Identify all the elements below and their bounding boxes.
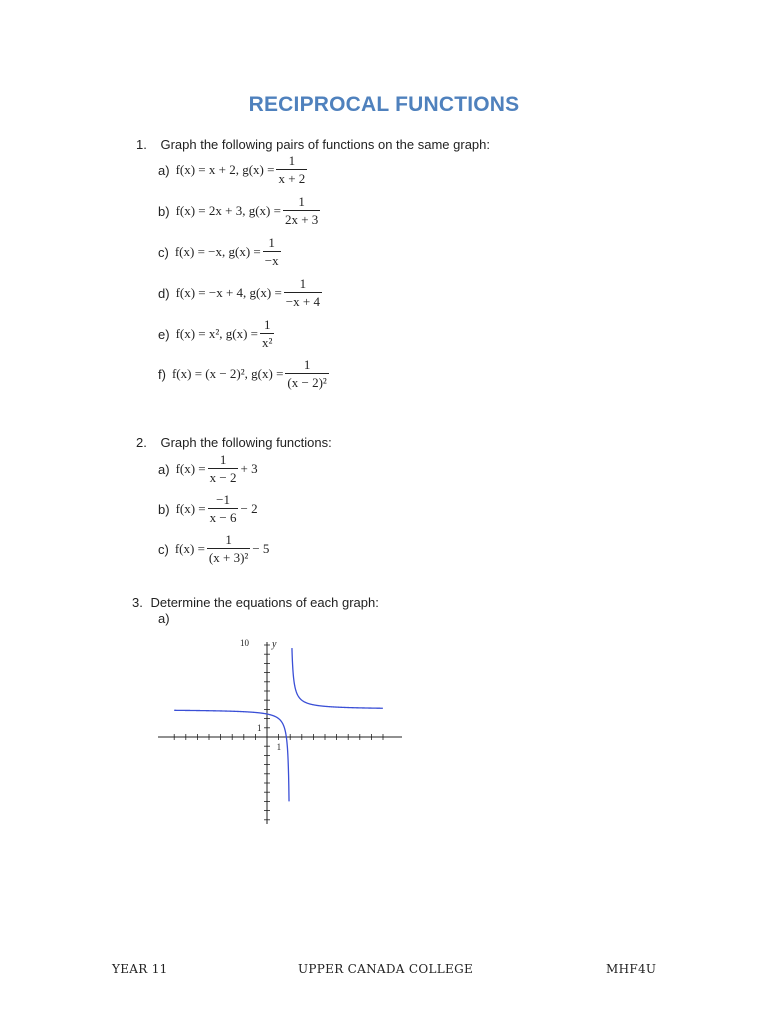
function-expression: f(x) = x + 2, g(x) = [175, 162, 275, 177]
numerator: 1 [299, 276, 307, 291]
denominator: x + 2 [278, 171, 306, 186]
denominator: −x + 4 [285, 294, 320, 309]
fraction [208, 453, 239, 485]
footer-left: YEAR 11 [112, 962, 168, 976]
function-expression: f(x) = −x, g(x) = [174, 244, 261, 259]
question-number: 2. [136, 435, 147, 450]
fraction [284, 277, 322, 309]
numerator: −1 [216, 492, 230, 507]
question-3 [132, 595, 379, 610]
question-2 [136, 435, 332, 450]
q1-item-b [158, 195, 322, 227]
item-label: c) [158, 541, 169, 557]
question-prompt: Graph the following pairs of functions on the same graph: [160, 137, 490, 152]
item-label: b) [158, 501, 170, 517]
y-max-tick-label: 10 [240, 638, 249, 648]
numerator: 1 [225, 532, 232, 547]
item-label: d) [158, 285, 170, 301]
function-expression: f(x) = x², g(x) = [175, 326, 259, 341]
function-expression: f(x) = [175, 461, 206, 476]
reciprocal-graph [150, 636, 410, 828]
denominator: 2x + 3 [284, 212, 319, 227]
item-label: f) [158, 366, 166, 382]
q1-item-d [158, 277, 324, 309]
question-prompt: Graph the following functions: [160, 435, 332, 450]
function-expression: f(x) = 2x + 3, g(x) = [175, 203, 281, 218]
numerator: 1 [219, 452, 227, 467]
question-1 [136, 137, 490, 152]
denominator: −x [264, 253, 279, 268]
function-expression: f(x) = [174, 541, 205, 556]
function-expression: f(x) = [175, 501, 206, 516]
x-tick-label-1: 1 [276, 742, 282, 752]
fraction [276, 154, 307, 186]
q1-item-e [158, 318, 276, 350]
item-label: a) [158, 162, 170, 178]
fraction [208, 493, 239, 525]
question-prompt: Determine the equations of each graph: [150, 595, 379, 610]
denominator: x − 2 [209, 470, 237, 485]
footer-center: UPPER CANADA COLLEGE [298, 962, 474, 976]
q2-item-a [158, 453, 258, 485]
fraction [285, 358, 328, 390]
item-label: a) [158, 461, 170, 477]
y-tick-label-1: 1 [257, 722, 262, 733]
q1-item-a [158, 154, 309, 186]
curve-right-branch [292, 648, 383, 708]
denominator: x − 6 [209, 510, 237, 525]
y-axis-label: y [272, 639, 277, 650]
function-expression: f(x) = −x + 4, g(x) = [175, 285, 282, 300]
question-number: 1. [136, 137, 147, 152]
numerator: 1 [268, 235, 275, 250]
page-title: RECIPROCAL FUNCTIONS [248, 93, 520, 116]
function-expression: f(x) = (x − 2)², g(x) = [171, 366, 284, 381]
fraction [207, 533, 250, 565]
question-number: 3. [132, 595, 143, 610]
fraction [260, 318, 274, 350]
q3-sub-label: a) [158, 611, 170, 626]
function-tail: − 2 [240, 501, 258, 516]
function-tail: + 3 [240, 461, 258, 476]
item-label: b) [158, 203, 170, 219]
numerator: 1 [263, 317, 271, 332]
q1-item-c [158, 236, 283, 268]
numerator: 1 [303, 357, 311, 372]
fraction [263, 236, 281, 268]
item-label: e) [158, 326, 170, 342]
q2-item-c [158, 533, 269, 565]
q1-item-f [158, 358, 331, 390]
denominator: x² [262, 335, 273, 350]
curve-left-branch [174, 710, 289, 801]
item-label: c) [158, 244, 169, 260]
function-tail: − 5 [252, 541, 270, 556]
q2-item-b [158, 493, 258, 525]
denominator: (x + 3)² [208, 550, 249, 565]
numerator: 1 [298, 194, 305, 209]
fraction [283, 195, 320, 227]
denominator: (x − 2)² [287, 375, 327, 390]
footer-right: MHF4U [606, 962, 657, 976]
numerator: 1 [288, 153, 296, 168]
